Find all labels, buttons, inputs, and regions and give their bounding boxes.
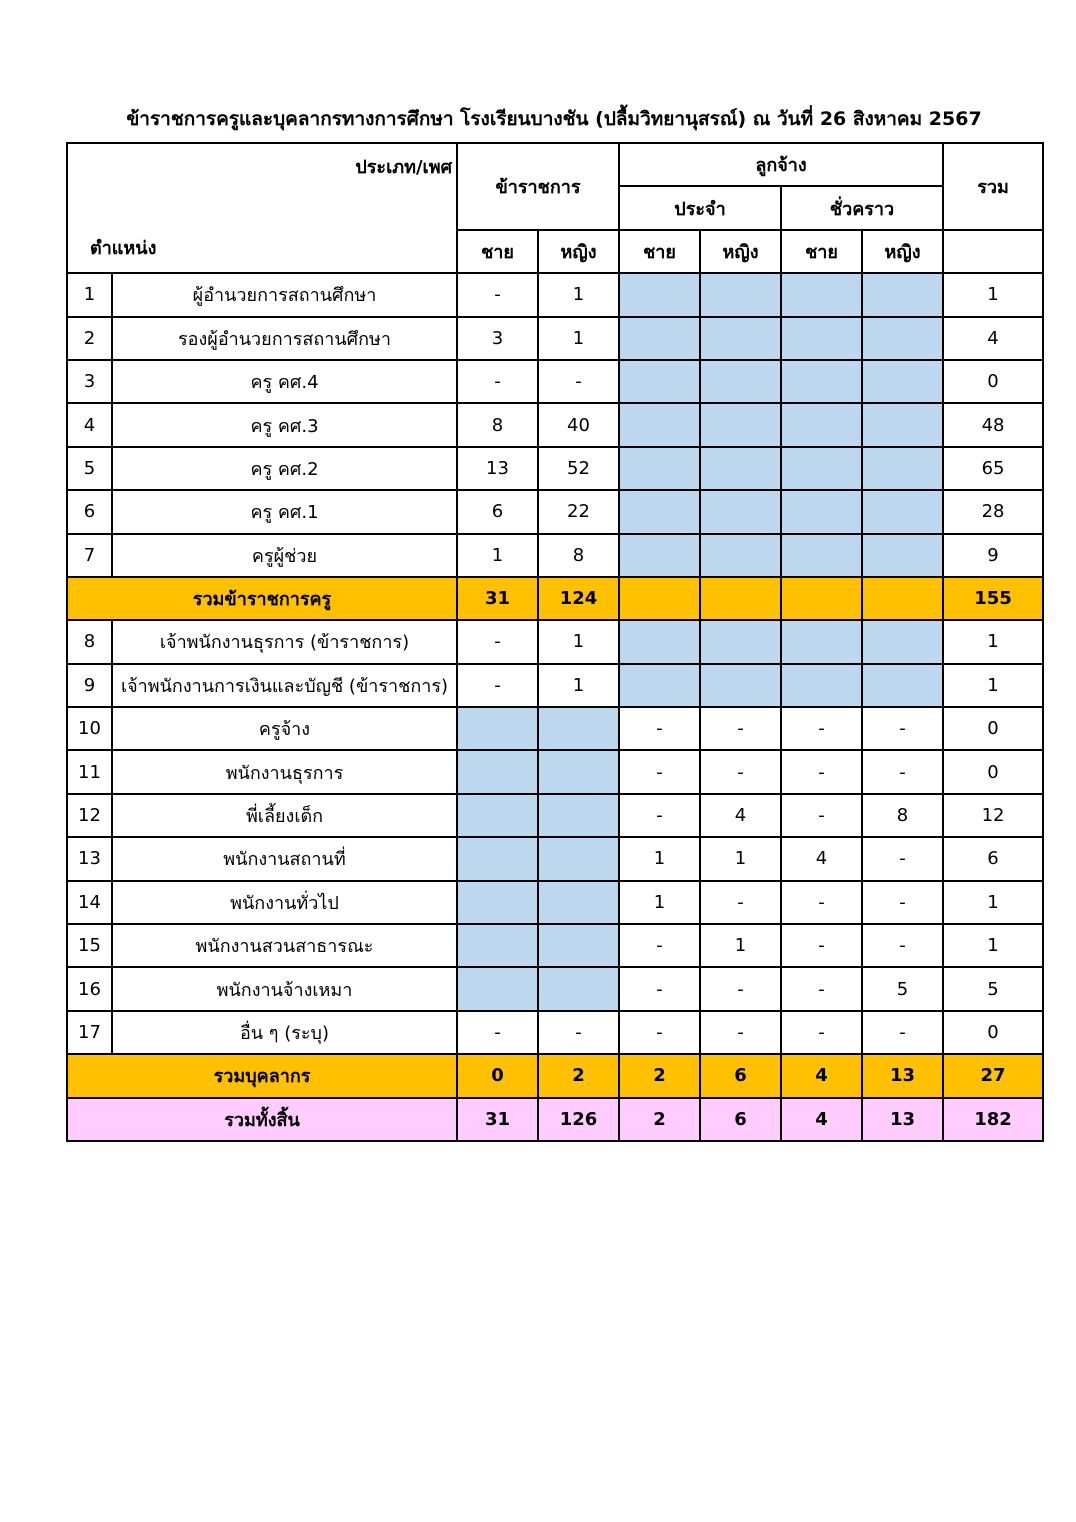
row-number: 8 [67, 620, 112, 663]
shaded-cell [700, 447, 781, 490]
shaded-cell [781, 317, 862, 360]
position-name: อื่น ๆ (ระบุ) [112, 1011, 457, 1054]
row-total: 65 [943, 447, 1043, 490]
row-number: 9 [67, 664, 112, 707]
shaded-cell [619, 534, 700, 577]
row-total: 6 [943, 837, 1043, 880]
civil-female-value: - [538, 360, 619, 403]
permanent-male-value: - [619, 924, 700, 967]
civil-female-value: 1 [538, 620, 619, 663]
grand-total: 182 [943, 1098, 1043, 1141]
subtotal-teachers-row [67, 577, 1043, 620]
shaded-cell [700, 273, 781, 316]
table-row [67, 1011, 1043, 1054]
shaded-cell [457, 750, 538, 793]
table-row [67, 924, 1043, 967]
subtotal-value: 0 [457, 1054, 538, 1097]
shaded-cell [700, 664, 781, 707]
permanent-female-value: 1 [700, 837, 781, 880]
shaded-cell [700, 403, 781, 446]
permanent-male-value: 1 [619, 881, 700, 924]
position-name: เจ้าพนักงานธุรการ (ข้าราชการ) [112, 620, 457, 663]
temporary-male-value: - [781, 750, 862, 793]
position-name: ผู้อำนวยการสถานศึกษา [112, 273, 457, 316]
subtotal-value: 2 [619, 1054, 700, 1097]
header-employee: ลูกจ้าง [619, 143, 943, 186]
subtotal-empty-cell [619, 577, 700, 620]
shaded-cell [862, 620, 943, 663]
permanent-male-value: 1 [619, 837, 700, 880]
civil-male-value: 3 [457, 317, 538, 360]
row-number: 3 [67, 360, 112, 403]
header-male: ชาย [457, 230, 538, 273]
header-total: รวม [943, 143, 1043, 230]
table-row [67, 750, 1043, 793]
shaded-cell [619, 664, 700, 707]
temporary-male-value: - [781, 707, 862, 750]
value-cell: - [538, 1011, 619, 1054]
table-row [67, 317, 1043, 360]
row-total: 1 [943, 924, 1043, 967]
shaded-cell [700, 317, 781, 360]
table-row [67, 403, 1043, 446]
shaded-cell [781, 447, 862, 490]
row-number: 1 [67, 273, 112, 316]
civil-male-value: - [457, 620, 538, 663]
table-row [67, 273, 1043, 316]
value-cell: - [781, 1011, 862, 1054]
shaded-cell [457, 837, 538, 880]
row-total: 0 [943, 707, 1043, 750]
shaded-cell [457, 967, 538, 1010]
temporary-male-value: - [781, 967, 862, 1010]
subtotal-total: 155 [943, 577, 1043, 620]
row-total: 0 [943, 1011, 1043, 1054]
row-number: 12 [67, 794, 112, 837]
row-number: 16 [67, 967, 112, 1010]
shaded-cell [781, 490, 862, 533]
value-cell: - [619, 1011, 700, 1054]
subtotal-value: 4 [781, 1054, 862, 1097]
shaded-cell [619, 490, 700, 533]
shaded-cell [538, 881, 619, 924]
grand-total-value: 2 [619, 1098, 700, 1141]
header-male: ชาย [619, 230, 700, 273]
civil-male-value: - [457, 664, 538, 707]
row-number: 6 [67, 490, 112, 533]
row-total: 9 [943, 534, 1043, 577]
grand-total-label: รวมทั้งสิ้น [67, 1098, 457, 1141]
shaded-cell [538, 750, 619, 793]
civil-male-value: 1 [457, 534, 538, 577]
permanent-male-value: - [619, 794, 700, 837]
header-male: ชาย [781, 230, 862, 273]
value-cell: - [457, 1011, 538, 1054]
grand-total-value: 126 [538, 1098, 619, 1141]
shaded-cell [619, 620, 700, 663]
shaded-cell [781, 664, 862, 707]
row-total: 1 [943, 273, 1043, 316]
shaded-cell [862, 360, 943, 403]
shaded-cell [457, 881, 538, 924]
temporary-female-value: 8 [862, 794, 943, 837]
shaded-cell [457, 794, 538, 837]
row-total: 0 [943, 360, 1043, 403]
row-number: 2 [67, 317, 112, 360]
header-type-position [67, 143, 457, 273]
table-row [67, 967, 1043, 1010]
permanent-female-value: - [700, 967, 781, 1010]
header-position: ตำแหน่ง [90, 238, 157, 260]
civil-female-value: 1 [538, 664, 619, 707]
civil-female-value: 1 [538, 273, 619, 316]
table-row [67, 620, 1043, 663]
temporary-female-value: - [862, 707, 943, 750]
header-row-1 [67, 143, 1043, 186]
position-name: ครู คศ.3 [112, 403, 457, 446]
header-permanent: ประจำ [619, 186, 781, 229]
civil-female-value: 1 [538, 317, 619, 360]
shaded-cell [862, 317, 943, 360]
civil-male-value: - [457, 273, 538, 316]
row-number: 13 [67, 837, 112, 880]
grand-total-value: 31 [457, 1098, 538, 1141]
shaded-cell [700, 490, 781, 533]
row-number: 14 [67, 881, 112, 924]
permanent-male-value: - [619, 967, 700, 1010]
temporary-female-value: - [862, 881, 943, 924]
table-row [67, 837, 1043, 880]
civil-male-value: 13 [457, 447, 538, 490]
row-total: 1 [943, 881, 1043, 924]
permanent-female-value: - [700, 881, 781, 924]
shaded-cell [619, 447, 700, 490]
shaded-cell [781, 534, 862, 577]
row-total: 28 [943, 490, 1043, 533]
position-name: พี่เลี้ยงเด็ก [112, 794, 457, 837]
table-row [67, 664, 1043, 707]
staff-table [66, 142, 1044, 1142]
temporary-male-value: - [781, 924, 862, 967]
header-female: หญิง [538, 230, 619, 273]
shaded-cell [619, 317, 700, 360]
shaded-cell [781, 620, 862, 663]
position-name: ครูผู้ช่วย [112, 534, 457, 577]
subtotal-label: รวมข้าราชการครู [67, 577, 457, 620]
row-total: 4 [943, 317, 1043, 360]
table-row [67, 447, 1043, 490]
shaded-cell [781, 360, 862, 403]
civil-female-value: 52 [538, 447, 619, 490]
permanent-female-value: - [700, 750, 781, 793]
temporary-female-value: - [862, 924, 943, 967]
civil-male-value: - [457, 360, 538, 403]
grand-total-value: 6 [700, 1098, 781, 1141]
grand-total-value: 4 [781, 1098, 862, 1141]
position-name: พนักงานสวนสาธารณะ [112, 924, 457, 967]
shaded-cell [862, 403, 943, 446]
header-female: หญิง [862, 230, 943, 273]
shaded-cell [538, 707, 619, 750]
shaded-cell [862, 447, 943, 490]
grand-total-value: 13 [862, 1098, 943, 1141]
row-number: 17 [67, 1011, 112, 1054]
shaded-cell [862, 273, 943, 316]
row-number: 5 [67, 447, 112, 490]
civil-male-value: 6 [457, 490, 538, 533]
subtotal-empty-cell [700, 577, 781, 620]
position-name: รองผู้อำนวยการสถานศึกษา [112, 317, 457, 360]
header-civil-servant: ข้าราชการ [457, 143, 619, 230]
table-row [67, 794, 1043, 837]
shaded-cell [619, 403, 700, 446]
shaded-cell [538, 967, 619, 1010]
shaded-cell [781, 273, 862, 316]
header-temporary: ชั่วคราว [781, 186, 943, 229]
table-row [67, 360, 1043, 403]
temporary-male-value: 4 [781, 837, 862, 880]
shaded-cell [619, 360, 700, 403]
civil-female-value: 22 [538, 490, 619, 533]
shaded-cell [862, 490, 943, 533]
row-total: 0 [943, 750, 1043, 793]
subtotal-empty-cell [862, 577, 943, 620]
subtotal-label: รวมบุคลากร [67, 1054, 457, 1097]
table-row [67, 881, 1043, 924]
row-total: 12 [943, 794, 1043, 837]
table-row [67, 534, 1043, 577]
permanent-female-value: 1 [700, 924, 781, 967]
row-number: 10 [67, 707, 112, 750]
page-title: ข้าราชการครูและบุคลากรทางการศึกษา โรงเรียนบางชัน (ปลื้มวิทยานุสรณ์) ณ วันที่ 26 สิงหาคม 2567 [126, 108, 982, 130]
civil-male-value: 8 [457, 403, 538, 446]
permanent-female-value: - [700, 707, 781, 750]
header-total-blank [943, 230, 1043, 273]
permanent-male-value: - [619, 707, 700, 750]
row-number: 11 [67, 750, 112, 793]
temporary-female-value: - [862, 750, 943, 793]
temporary-female-value: - [862, 837, 943, 880]
subtotal-value: 2 [538, 1054, 619, 1097]
shaded-cell [538, 924, 619, 967]
shaded-cell [538, 794, 619, 837]
subtotal-value: 6 [700, 1054, 781, 1097]
shaded-cell [862, 664, 943, 707]
shaded-cell [538, 837, 619, 880]
row-total: 1 [943, 664, 1043, 707]
civil-female-value: 40 [538, 403, 619, 446]
table-row [67, 490, 1043, 533]
permanent-female-value: 4 [700, 794, 781, 837]
subtotal-personnel-row [67, 1054, 1043, 1097]
row-number: 4 [67, 403, 112, 446]
position-name: ครู คศ.4 [112, 360, 457, 403]
temporary-male-value: - [781, 881, 862, 924]
row-total: 48 [943, 403, 1043, 446]
subtotal-total: 27 [943, 1054, 1043, 1097]
position-name: พนักงานสถานที่ [112, 837, 457, 880]
value-cell: - [700, 1011, 781, 1054]
subtotal-empty-cell [781, 577, 862, 620]
shaded-cell [781, 403, 862, 446]
position-name: ครู คศ.2 [112, 447, 457, 490]
row-number: 15 [67, 924, 112, 967]
shaded-cell [619, 273, 700, 316]
row-total: 5 [943, 967, 1043, 1010]
shaded-cell [457, 707, 538, 750]
temporary-female-value: 5 [862, 967, 943, 1010]
position-name: พนักงานทั่วไป [112, 881, 457, 924]
position-name: ครู คศ.1 [112, 490, 457, 533]
row-number: 7 [67, 534, 112, 577]
permanent-male-value: - [619, 750, 700, 793]
temporary-male-value: - [781, 794, 862, 837]
row-total: 1 [943, 620, 1043, 663]
position-name: พนักงานธุรการ [112, 750, 457, 793]
value-cell: - [862, 1011, 943, 1054]
position-name: ครูจ้าง [112, 707, 457, 750]
shaded-cell [700, 534, 781, 577]
shaded-cell [457, 924, 538, 967]
civil-female-value: 8 [538, 534, 619, 577]
shaded-cell [700, 360, 781, 403]
position-name: เจ้าพนักงานการเงินและบัญชี (ข้าราชการ) [112, 664, 457, 707]
subtotal-civil-female: 124 [538, 577, 619, 620]
subtotal-civil-male: 31 [457, 577, 538, 620]
header-female: หญิง [700, 230, 781, 273]
subtotal-value: 13 [862, 1054, 943, 1097]
grand-total-row [67, 1098, 1043, 1141]
shaded-cell [862, 534, 943, 577]
position-name: พนักงานจ้างเหมา [112, 967, 457, 1010]
shaded-cell [700, 620, 781, 663]
table-row [67, 707, 1043, 750]
header-type-gender: ประเภท/เพศ [355, 157, 452, 178]
